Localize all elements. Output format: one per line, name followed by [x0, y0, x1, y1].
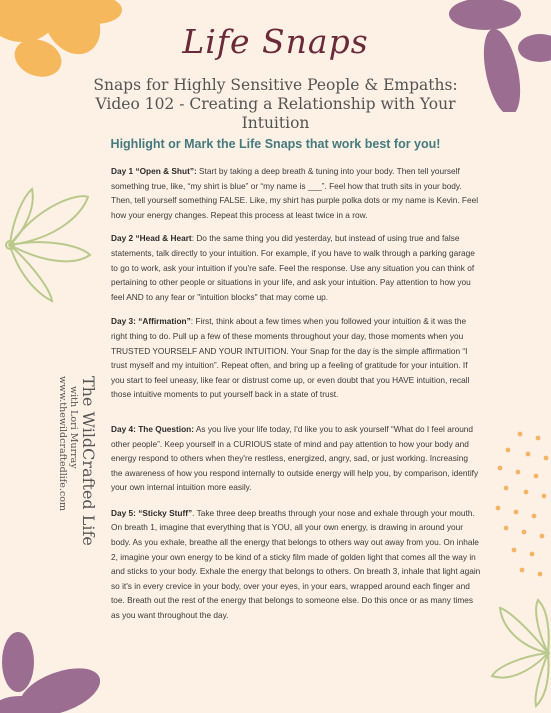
life-snaps-logo: Life Snaps	[182, 22, 369, 61]
green-flower-outline-left	[0, 183, 95, 308]
day-1-body: Start by taking a deep breath & tuning into your body. Then tell yourself something true, like, “my shirt is blue” or “my name is ___”. Feel how that truth sits in your body. Then, tell yourself something FALSE. Like, my shirt has purple polka dots or my name is Kevin. Feel how your energy changes. Repeat this process at least twice in a row.	[111, 166, 479, 220]
day-3-heading: Day 3: “Affirmation”	[111, 316, 191, 327]
snaps-list	[111, 164, 481, 623]
day-2-body: : Do the same thing you did yesterday, but instead of using true and false statements, talk directly to your intuition. For example, if you have to walk through a parking garage to go to work, ask your intuition if you're safe. Feel the response. Use any situation you can think of pertaining to other people or situations in your life, and ask your intuition. Pay attention to how you feel AND to any fear or "intuition blocks" that may come up.	[111, 233, 475, 302]
page-title: Snaps for Highly Sensitive People & Empaths: Video 102 - Creating a Relationship with Your Intuition	[93, 76, 458, 132]
brand-url: www.thewildcraftedlife.com	[57, 376, 68, 511]
day-5-paragraph	[111, 506, 481, 623]
day-1-heading: Day 1 “Open & Shut”:	[111, 166, 197, 176]
orange-dots-decoration	[490, 428, 551, 588]
brand-sidebar	[38, 376, 98, 556]
day-4-heading: Day 4: The Question:	[111, 423, 194, 434]
brand-author: with Lori Murray	[68, 386, 79, 469]
day-1-paragraph	[111, 164, 481, 222]
brand-name: The WildCrafted Life	[79, 376, 98, 546]
day-5-body: . Take three deep breaths through your nose and exhale through your mouth. On breath 1, imagine that everything that is YOU, all your own energy, is drawing in around your body. As you exhale, breathe all the energy that belongs to others way out away from you. On inhale 2, imagine your own energy to be kind of a sticky film made of golden light that comes all the way in and sticks to your body. Exhale the energy that belongs to others. On breath 3, inhale that light again so it's in every crevice in your body, over your eyes, in your ears, wrapped around each finger and toe. Breath out the rest of the energy that belongs to someone else. Do this once or as many times as you want throughout the day.	[111, 507, 481, 621]
day-3-paragraph	[111, 314, 481, 402]
day-3-body: : First, think about a few times when you followed your intuition & it was the right thing to do. Pull up a few of these moments throughout your day, those moments when you TRUSTED YOURSELF AND YOUR INTUITION. Your Snap for the day is the simple affirmation “I trust myself and my intuition”. Repeat often, and bring up a feeling of gratitude for your intuition. If you start to feel uneasy, like fear or distrust come up, or even doubt that you HAVE intuition, recall those intuitive moments to put yourself back in a state of trust.	[111, 316, 470, 400]
day-4-body: As you live your life today, I'd like you to ask yourself “What do I feel around other people”. Keep yourself in a CURIOUS state of mind and pay attention to how your body and energy respond to others when they're restless, energized, angry, sad, or just working. Increasing the awareness of how you respond internally to outside energy will help you, by comparison, identify your own internal intuition more easily.	[111, 423, 479, 493]
day-2-heading: Day 2 “Head & Heart	[111, 233, 192, 244]
purple-flower-decoration-bottom	[0, 632, 110, 713]
day-5-heading: Day 5: “Sticky Stuff”	[111, 507, 193, 518]
day-2-paragraph	[111, 231, 481, 304]
day-4-paragraph	[111, 422, 481, 495]
subtitle: Highlight or Mark the Life Snaps that work best for you!	[110, 137, 441, 151]
green-flower-outline-right	[488, 598, 551, 708]
